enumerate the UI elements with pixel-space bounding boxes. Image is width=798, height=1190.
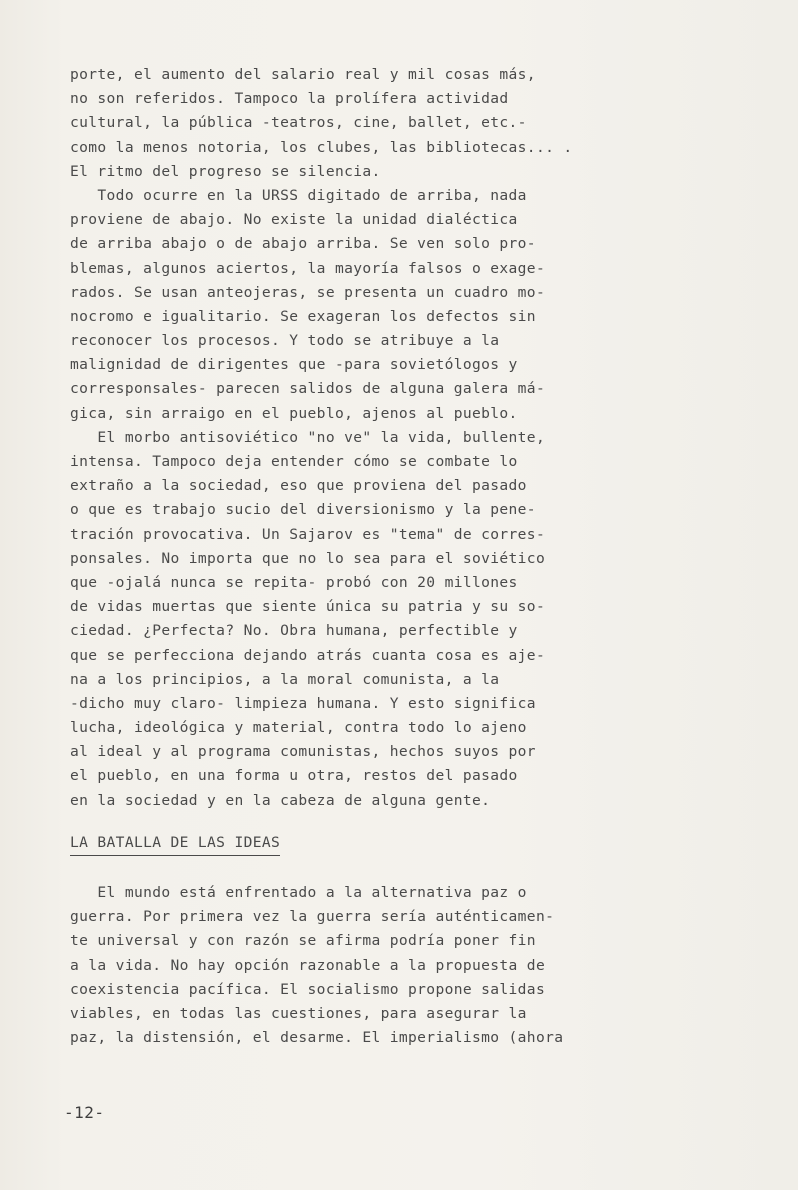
- text-line: a la vida. No hay opción razonable a la propuesta de: [70, 956, 546, 974]
- text-line: -dicho muy claro- limpieza humana. Y esto significa: [70, 694, 536, 712]
- page-footer: [64, 1103, 105, 1122]
- text-line: gica, sin arraigo en el pueblo, ajenos al pueblo.: [70, 404, 518, 422]
- text-line: intensa. Tampoco deja entender cómo se combate lo: [70, 453, 518, 470]
- text-line: tración provocativa. Un Sajarov es "tema" de corres-: [70, 525, 546, 543]
- text-line: ciedad. ¿Perfecta? No. Obra humana, perfectible y: [70, 622, 518, 640]
- text-line: nocromo e igualitario. Se exageran los defectos sin: [70, 307, 536, 325]
- text-line: no son referidos. Tampoco la prolífera actividad: [70, 90, 509, 108]
- text-line: proviene de abajo. No existe la unidad dialéctica: [70, 211, 518, 229]
- page-number: -12-: [64, 1103, 105, 1122]
- text-line: de arriba abajo o de abajo arriba. Se ven solo pro-: [70, 235, 536, 253]
- text-line: viables, en todas las cuestiones, para asegurar la: [70, 1004, 527, 1022]
- text-line: corresponsales- parecen salidos de alguna galera má-: [70, 380, 546, 398]
- section-heading-container: [70, 831, 280, 856]
- text-line: de vidas muertas que siente única su patria y su so-: [70, 598, 546, 616]
- text-line: o que es trabajo sucio del diversionismo y la pene-: [70, 501, 536, 519]
- text-line: que se perfecciona dejando atrás cuanta cosa es aje-: [70, 646, 546, 664]
- text-line: el pueblo, en una forma u otra, restos del pasado: [70, 767, 518, 785]
- text-line: El morbo antisoviético "no ve" la vida, bullente,: [70, 428, 546, 446]
- text-line: El mundo está enfrentado a la alternativa paz o: [70, 884, 527, 901]
- text-line: paz, la distensión, el desarme. El imperialismo (ahora: [70, 1029, 564, 1047]
- text-line: rados. Se usan anteojeras, se presenta un cuadro mo-: [70, 283, 546, 301]
- text-line: te universal y con razón se afirma podría poner fin: [70, 932, 536, 950]
- section-text: [70, 881, 720, 1050]
- text-line: na a los principios, a la moral comunista, a la: [70, 670, 500, 688]
- body-text: [70, 63, 720, 813]
- text-line: malignidad de dirigentes que -para sovietólogos y: [70, 356, 518, 374]
- text-line: extraño a la sociedad, eso que proviena del pasado: [70, 477, 527, 495]
- text-line: reconocer los procesos. Y todo se atribuye a la: [70, 332, 500, 350]
- text-line: guerra. Por primera vez la guerra sería auténticamen-: [70, 908, 555, 926]
- text-line: al ideal y al programa comunistas, hechos suyos por: [70, 743, 536, 761]
- section-heading: LA BATALLA DE LAS IDEAS: [70, 831, 280, 856]
- text-line: El ritmo del progreso se silencia.: [70, 162, 381, 180]
- text-line: Todo ocurre en la URSS digitado de arriba, nada: [70, 186, 527, 204]
- text-line: blemas, algunos aciertos, la mayoría falsos o exage-: [70, 259, 546, 277]
- text-line: ponsales. No importa que no lo sea para el soviético: [70, 549, 546, 567]
- text-line: en la sociedad y en la cabeza de alguna gente.: [70, 791, 491, 809]
- text-line: lucha, ideológica y material, contra todo lo ajeno: [70, 719, 527, 737]
- text-line: coexistencia pacífica. El socialismo propone salidas: [70, 980, 546, 998]
- text-line: como la menos notoria, los clubes, las bibliotecas... .: [70, 138, 573, 156]
- text-line: cultural, la pública -teatros, cine, ballet, etc.-: [70, 114, 527, 132]
- text-line: que -ojalá nunca se repita- probó con 20 millones: [70, 573, 518, 591]
- text-line: porte, el aumento del salario real y mil cosas más,: [70, 66, 536, 83]
